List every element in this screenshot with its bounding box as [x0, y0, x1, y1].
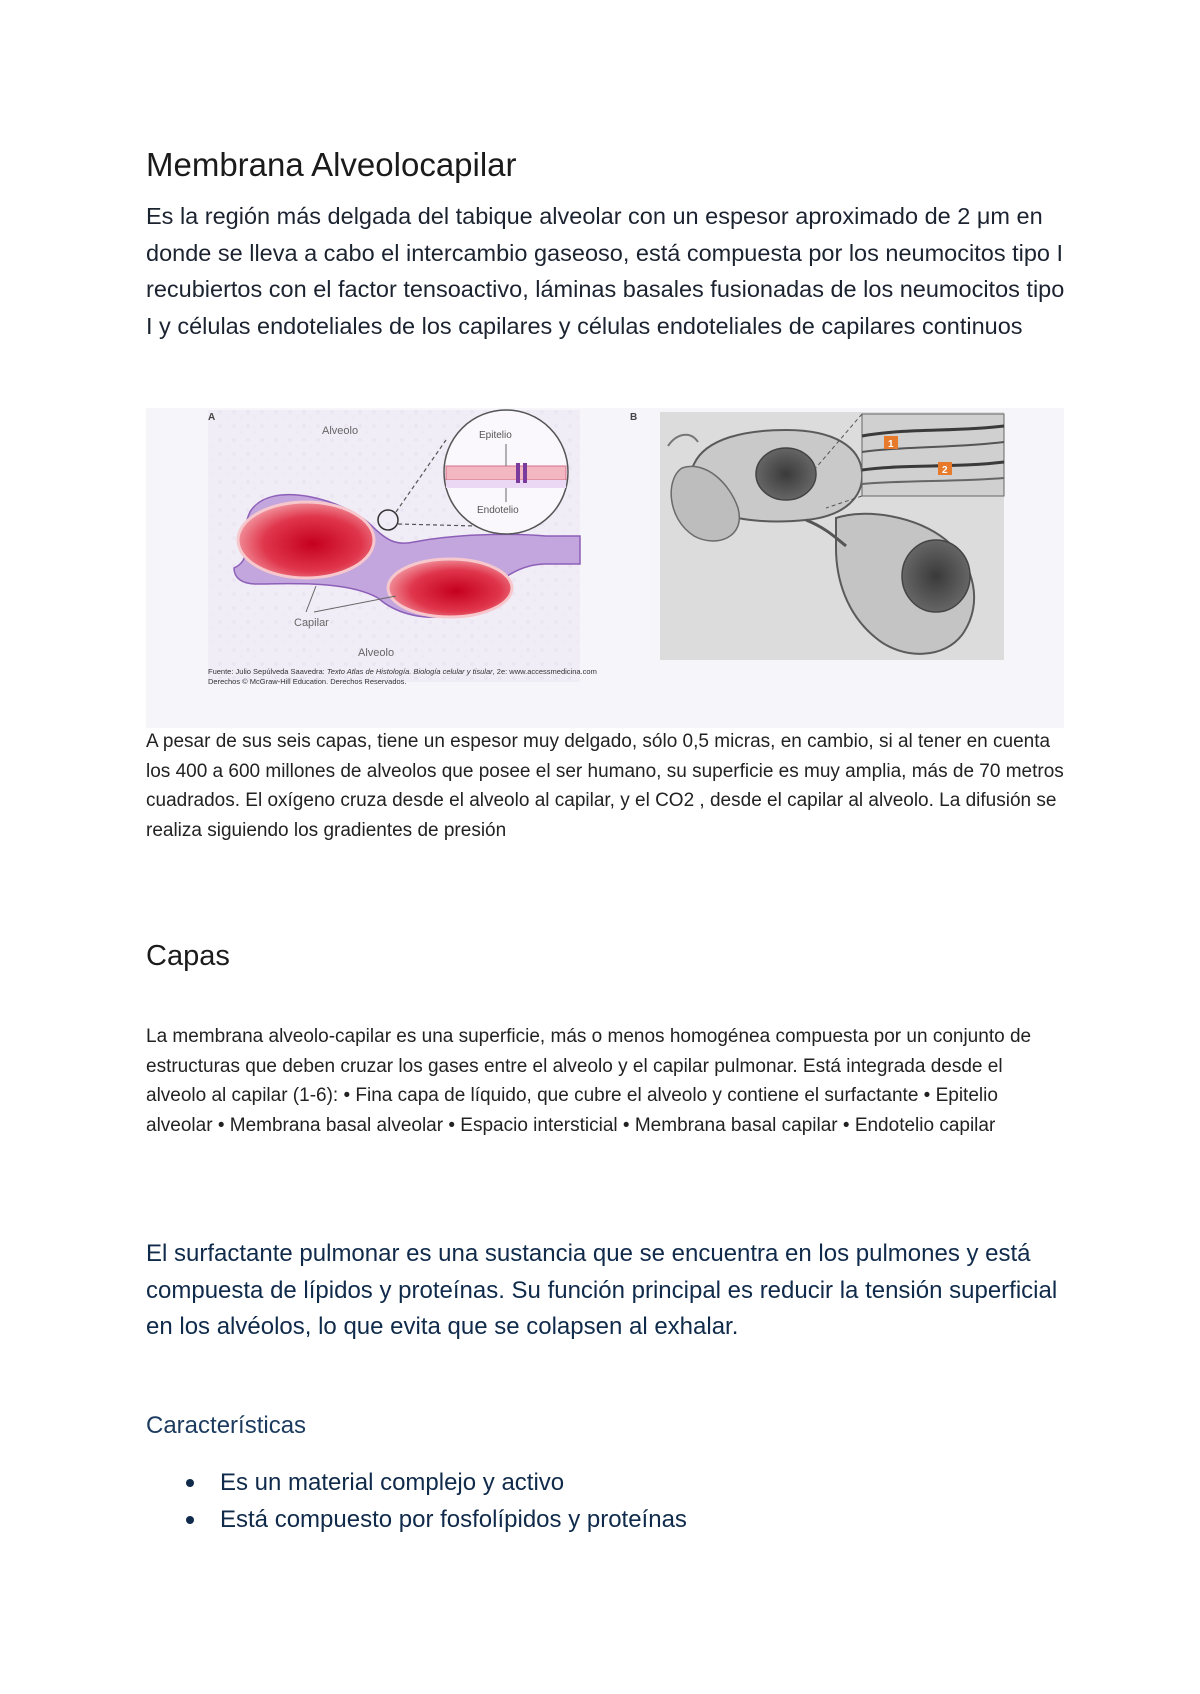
capillary-left	[238, 502, 374, 578]
paragraph-capas: La membrana alveolo-capilar es una superficie, más o menos homogénea compuesta por un conjunto de estructuras que deben cruzar los gases entre el alveolo y el capilar pulmonar. Está integrada desde el alveolo al capilar (1-6): • Fina capa de líquido, que cubre el alveolo y contiene el surfactante • Epitelio alveolar • Membrana basal alveolar • Espacio intersticial • Membrana basal capilar • Endotelio capilar	[146, 1026, 1032, 1136]
caracteristicas-list	[146, 1464, 1064, 1538]
surfactant-paragraph: El surfactante pulmonar es una sustancia que se encuentra en los pulmones y está compuesta de lípidos y proteínas. Su función principal es reducir la tensión superficial en los alvéolos, lo que evita que se colapsen al exhalar.	[146, 1240, 1058, 1340]
nucleus-lower	[902, 540, 970, 612]
list-item: Está compuesto por fosfolípidos y proteínas	[146, 1501, 1064, 1538]
caracteristicas-heading: Características	[146, 1412, 307, 1439]
paragraph-thickness: A pesar de sus seis capas, tiene un espesor muy delgado, sólo 0,5 micras, en cambio, si al tener en cuenta los 400 a 600 millones de alveolos que posee el ser humano, su superficie es muy amplia, más de 70 metros cuadrados. El oxígeno cruza desde el alveolo al capilar, y el CO2 , desde el capilar al alveolo. La difusión se realiza siguiendo los gradientes de presión	[146, 731, 1064, 841]
label-capilar: Capilar	[294, 617, 329, 629]
bullet-icon	[186, 1479, 194, 1487]
label-alveolo-bottom: Alveolo	[358, 647, 395, 659]
panel-a-letter: A	[208, 412, 216, 423]
label-endotelio: Endotelio	[477, 505, 519, 516]
panel-b-letter: B	[630, 412, 638, 423]
marker-1: 1	[888, 439, 894, 450]
nucleus-upper	[756, 448, 816, 500]
intro-paragraph: Es la región más delgada del tabique alveolar con un espesor aproximado de 2 μm en donde se lleva a cabo el intercambio gaseoso, está compuesta por los neumocitos tipo I recubiertos con el factor tensoactivo, láminas basales fusionadas de los neumocitos tipo I y células endoteliales de los capilares y células endoteliales de capilares continuos	[146, 203, 1065, 339]
bullet-icon	[186, 1516, 194, 1524]
capillary-right	[388, 559, 512, 617]
histology-figure	[146, 408, 1064, 728]
page-title: Membrana Alveolocapilar	[146, 146, 517, 183]
label-epitelio: Epitelio	[479, 430, 512, 441]
figure-source-line1: Fuente: Julio Sepúlveda Saavedra: Texto Atlas de Histología. Biología celular y tisular, 2e: www.accessmedicina.com	[208, 667, 597, 676]
marker-2: 2	[942, 465, 948, 476]
micrograph-inset	[862, 414, 1004, 496]
list-item: Es un material complejo y activo	[146, 1464, 1064, 1501]
section-capas-title: Capas	[146, 940, 230, 972]
label-alveolo-top: Alveolo	[322, 425, 359, 437]
figure-source-line2: Derechos © McGraw-Hill Education. Derechos Reservados.	[208, 677, 407, 686]
figure-svg	[146, 408, 1064, 728]
